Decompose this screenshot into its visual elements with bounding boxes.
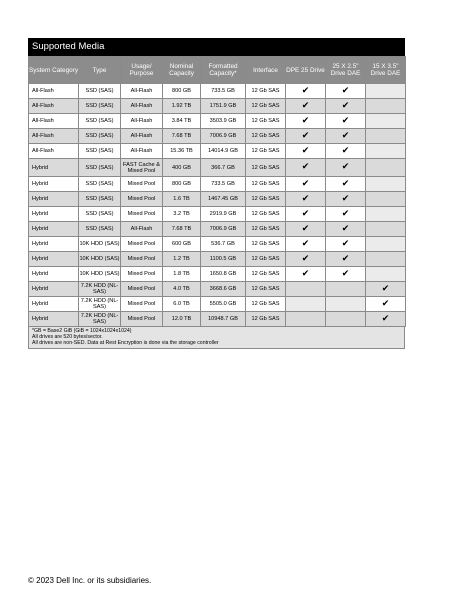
cell-category: Hybrid bbox=[29, 207, 79, 222]
cell-usage: Mixed Pool bbox=[121, 267, 163, 282]
cell-nominal-capacity: 7.68 TB bbox=[163, 129, 201, 144]
column-header: Interface bbox=[246, 57, 286, 84]
cell-dpe-25-drive bbox=[286, 297, 326, 312]
cell-formatted-capacity: 536.7 GB bbox=[201, 237, 246, 252]
cell-usage: Mixed Pool bbox=[121, 252, 163, 267]
cell-dae-15-drive bbox=[366, 144, 406, 159]
cell-dae-15-drive bbox=[366, 99, 406, 114]
cell-type: SSD (SAS) bbox=[79, 99, 121, 114]
cell-dae-15-drive bbox=[366, 192, 406, 207]
cell-interface: 12 Gb SAS bbox=[246, 114, 286, 129]
cell-nominal-capacity: 3.2 TB bbox=[163, 207, 201, 222]
checkmark-icon: ✔ bbox=[326, 84, 366, 99]
checkmark-icon: ✔ bbox=[286, 159, 326, 177]
cell-type: SSD (SAS) bbox=[79, 129, 121, 144]
cell-category: Hybrid bbox=[29, 282, 79, 297]
cell-type: SSD (SAS) bbox=[79, 192, 121, 207]
cell-dae-15-drive bbox=[366, 207, 406, 222]
cell-type: SSD (SAS) bbox=[79, 144, 121, 159]
cell-nominal-capacity: 12.0 TB bbox=[163, 312, 201, 327]
checkmark-icon: ✔ bbox=[326, 144, 366, 159]
cell-nominal-capacity: 7.68 TB bbox=[163, 222, 201, 237]
cell-formatted-capacity: 1467.45 GB bbox=[201, 192, 246, 207]
table-row bbox=[29, 282, 406, 297]
cell-category: Hybrid bbox=[29, 237, 79, 252]
cell-nominal-capacity: 400 GB bbox=[163, 159, 201, 177]
cell-type: SSD (SAS) bbox=[79, 84, 121, 99]
checkmark-icon: ✔ bbox=[286, 84, 326, 99]
cell-formatted-capacity: 1751.9 GB bbox=[201, 99, 246, 114]
cell-usage: Mixed Pool bbox=[121, 282, 163, 297]
column-header: Usage/ Purpose bbox=[121, 57, 163, 84]
cell-usage: All-Flash bbox=[121, 222, 163, 237]
cell-type: 10K HDD (SAS) bbox=[79, 267, 121, 282]
cell-interface: 12 Gb SAS bbox=[246, 252, 286, 267]
column-header: 25 X 2.5" Drive DAE bbox=[326, 57, 366, 84]
cell-category: Hybrid bbox=[29, 297, 79, 312]
cell-usage: Mixed Pool bbox=[121, 312, 163, 327]
cell-category: Hybrid bbox=[29, 222, 79, 237]
column-header: DPE 25 Drive bbox=[286, 57, 326, 84]
checkmark-icon: ✔ bbox=[286, 252, 326, 267]
table-row bbox=[29, 222, 406, 237]
cell-formatted-capacity: 3668.6 GB bbox=[201, 282, 246, 297]
cell-dae-15-drive bbox=[366, 84, 406, 99]
cell-nominal-capacity: 1.8 TB bbox=[163, 267, 201, 282]
cell-usage: Mixed Pool bbox=[121, 177, 163, 192]
cell-dae-15-drive bbox=[366, 159, 406, 177]
cell-usage: FAST Cache & Mixed Pool bbox=[121, 159, 163, 177]
cell-formatted-capacity: 10948.7 GB bbox=[201, 312, 246, 327]
cell-formatted-capacity: 733.5 GB bbox=[201, 84, 246, 99]
checkmark-icon: ✔ bbox=[326, 222, 366, 237]
column-header: System Category bbox=[29, 57, 79, 84]
cell-type: SSD (SAS) bbox=[79, 159, 121, 177]
table-row bbox=[29, 312, 406, 327]
cell-dae-15-drive bbox=[366, 114, 406, 129]
cell-nominal-capacity: 4.0 TB bbox=[163, 282, 201, 297]
checkmark-icon: ✔ bbox=[286, 129, 326, 144]
cell-interface: 12 Gb SAS bbox=[246, 129, 286, 144]
table-row bbox=[29, 159, 406, 177]
cell-dae-15-drive bbox=[366, 267, 406, 282]
note-line: All drives are 520 bytes/sector. bbox=[32, 334, 103, 340]
column-header: Nominal Capacity bbox=[163, 57, 201, 84]
cell-type: 10K HDD (SAS) bbox=[79, 237, 121, 252]
cell-formatted-capacity: 2919.9 GB bbox=[201, 207, 246, 222]
cell-nominal-capacity: 800 GB bbox=[163, 84, 201, 99]
table-row bbox=[29, 207, 406, 222]
cell-interface: 12 Gb SAS bbox=[246, 222, 286, 237]
checkmark-icon: ✔ bbox=[326, 207, 366, 222]
cell-interface: 12 Gb SAS bbox=[246, 297, 286, 312]
checkmark-icon: ✔ bbox=[326, 114, 366, 129]
cell-interface: 12 Gb SAS bbox=[246, 237, 286, 252]
cell-nominal-capacity: 1.92 TB bbox=[163, 99, 201, 114]
cell-formatted-capacity: 1100.5 GB bbox=[201, 252, 246, 267]
table-row bbox=[29, 144, 406, 159]
table-row bbox=[29, 267, 406, 282]
checkmark-icon: ✔ bbox=[286, 237, 326, 252]
cell-interface: 12 Gb SAS bbox=[246, 282, 286, 297]
cell-nominal-capacity: 1.6 TB bbox=[163, 192, 201, 207]
cell-interface: 12 Gb SAS bbox=[246, 84, 286, 99]
cell-nominal-capacity: 1.2 TB bbox=[163, 252, 201, 267]
checkmark-icon: ✔ bbox=[286, 192, 326, 207]
checkmark-icon: ✔ bbox=[286, 222, 326, 237]
checkmark-icon: ✔ bbox=[326, 159, 366, 177]
cell-usage: Mixed Pool bbox=[121, 192, 163, 207]
cell-category: Hybrid bbox=[29, 312, 79, 327]
table-row bbox=[29, 237, 406, 252]
cell-type: SSD (SAS) bbox=[79, 114, 121, 129]
cell-interface: 12 Gb SAS bbox=[246, 312, 286, 327]
table-row bbox=[29, 192, 406, 207]
cell-nominal-capacity: 800 GB bbox=[163, 177, 201, 192]
cell-dae-25-drive bbox=[326, 282, 366, 297]
cell-dpe-25-drive bbox=[286, 312, 326, 327]
cell-dae-15-drive bbox=[366, 222, 406, 237]
cell-usage: All-Flash bbox=[121, 114, 163, 129]
cell-category: All-Flash bbox=[29, 84, 79, 99]
checkmark-icon: ✔ bbox=[326, 237, 366, 252]
table-row bbox=[29, 114, 406, 129]
checkmark-icon: ✔ bbox=[286, 144, 326, 159]
table-body bbox=[29, 84, 406, 327]
table-row bbox=[29, 252, 406, 267]
checkmark-icon: ✔ bbox=[326, 267, 366, 282]
cell-nominal-capacity: 6.0 TB bbox=[163, 297, 201, 312]
cell-dae-25-drive bbox=[326, 297, 366, 312]
cell-dae-15-drive bbox=[366, 237, 406, 252]
cell-formatted-capacity: 5505.0 GB bbox=[201, 297, 246, 312]
cell-dae-25-drive bbox=[326, 312, 366, 327]
table-notes bbox=[28, 327, 405, 349]
cell-formatted-capacity: 7006.9 GB bbox=[201, 129, 246, 144]
cell-type: 7.2K HDD (NL-SAS) bbox=[79, 312, 121, 327]
cell-dae-15-drive bbox=[366, 252, 406, 267]
checkmark-icon: ✔ bbox=[326, 252, 366, 267]
checkmark-icon: ✔ bbox=[286, 207, 326, 222]
checkmark-icon: ✔ bbox=[366, 297, 406, 312]
cell-type: 10K HDD (SAS) bbox=[79, 252, 121, 267]
supported-media-table bbox=[28, 56, 406, 327]
cell-interface: 12 Gb SAS bbox=[246, 144, 286, 159]
table-row bbox=[29, 297, 406, 312]
cell-usage: All-Flash bbox=[121, 99, 163, 114]
cell-type: SSD (SAS) bbox=[79, 222, 121, 237]
cell-nominal-capacity: 15.36 TB bbox=[163, 144, 201, 159]
column-header: Type bbox=[79, 57, 121, 84]
cell-category: All-Flash bbox=[29, 99, 79, 114]
cell-interface: 12 Gb SAS bbox=[246, 267, 286, 282]
table-row bbox=[29, 177, 406, 192]
table-row bbox=[29, 129, 406, 144]
cell-formatted-capacity: 3503.9 GB bbox=[201, 114, 246, 129]
cell-category: All-Flash bbox=[29, 144, 79, 159]
cell-category: All-Flash bbox=[29, 114, 79, 129]
cell-interface: 12 Gb SAS bbox=[246, 177, 286, 192]
checkmark-icon: ✔ bbox=[326, 177, 366, 192]
cell-usage: Mixed Pool bbox=[121, 207, 163, 222]
cell-nominal-capacity: 3.84 TB bbox=[163, 114, 201, 129]
cell-formatted-capacity: 14014.9 GB bbox=[201, 144, 246, 159]
checkmark-icon: ✔ bbox=[286, 99, 326, 114]
checkmark-icon: ✔ bbox=[326, 129, 366, 144]
cell-interface: 12 Gb SAS bbox=[246, 192, 286, 207]
supported-media-table-wrap bbox=[28, 38, 405, 349]
cell-formatted-capacity: 7006.9 GB bbox=[201, 222, 246, 237]
cell-category: Hybrid bbox=[29, 177, 79, 192]
cell-usage: All-Flash bbox=[121, 84, 163, 99]
cell-usage: Mixed Pool bbox=[121, 237, 163, 252]
table-title: Supported Media bbox=[28, 38, 405, 56]
checkmark-icon: ✔ bbox=[366, 282, 406, 297]
checkmark-icon: ✔ bbox=[366, 312, 406, 327]
cell-category: Hybrid bbox=[29, 252, 79, 267]
checkmark-icon: ✔ bbox=[326, 99, 366, 114]
cell-formatted-capacity: 733.5 GB bbox=[201, 177, 246, 192]
cell-interface: 12 Gb SAS bbox=[246, 207, 286, 222]
cell-category: Hybrid bbox=[29, 192, 79, 207]
header-row bbox=[29, 57, 406, 84]
checkmark-icon: ✔ bbox=[326, 192, 366, 207]
cell-type: SSD (SAS) bbox=[79, 177, 121, 192]
cell-formatted-capacity: 366.7 GB bbox=[201, 159, 246, 177]
table-row bbox=[29, 84, 406, 99]
checkmark-icon: ✔ bbox=[286, 267, 326, 282]
cell-interface: 12 Gb SAS bbox=[246, 159, 286, 177]
cell-dpe-25-drive bbox=[286, 282, 326, 297]
checkmark-icon: ✔ bbox=[286, 114, 326, 129]
cell-dae-15-drive bbox=[366, 129, 406, 144]
cell-category: All-Flash bbox=[29, 129, 79, 144]
cell-category: Hybrid bbox=[29, 267, 79, 282]
cell-usage: All-Flash bbox=[121, 144, 163, 159]
cell-dae-15-drive bbox=[366, 177, 406, 192]
column-header: 15 X 3.5" Drive DAE bbox=[366, 57, 406, 84]
note-line: All drives are non-SED. Data at Rest Encryption is done via the storage controller bbox=[32, 340, 219, 346]
column-header: Formatted Capacity* bbox=[201, 57, 246, 84]
cell-type: SSD (SAS) bbox=[79, 207, 121, 222]
table-row bbox=[29, 99, 406, 114]
cell-usage: All-Flash bbox=[121, 129, 163, 144]
copyright-footer: © 2023 Dell Inc. or its subsidiaries. bbox=[28, 576, 152, 585]
cell-interface: 12 Gb SAS bbox=[246, 99, 286, 114]
cell-type: 7.2K HDD (NL-SAS) bbox=[79, 282, 121, 297]
cell-formatted-capacity: 1650.8 GB bbox=[201, 267, 246, 282]
cell-category: Hybrid bbox=[29, 159, 79, 177]
cell-usage: Mixed Pool bbox=[121, 297, 163, 312]
note-line: *GB = Base2 GiB (GiB = 1024x1024x1024) bbox=[32, 328, 132, 334]
checkmark-icon: ✔ bbox=[286, 177, 326, 192]
cell-nominal-capacity: 600 GB bbox=[163, 237, 201, 252]
cell-type: 7.2K HDD (NL-SAS) bbox=[79, 297, 121, 312]
